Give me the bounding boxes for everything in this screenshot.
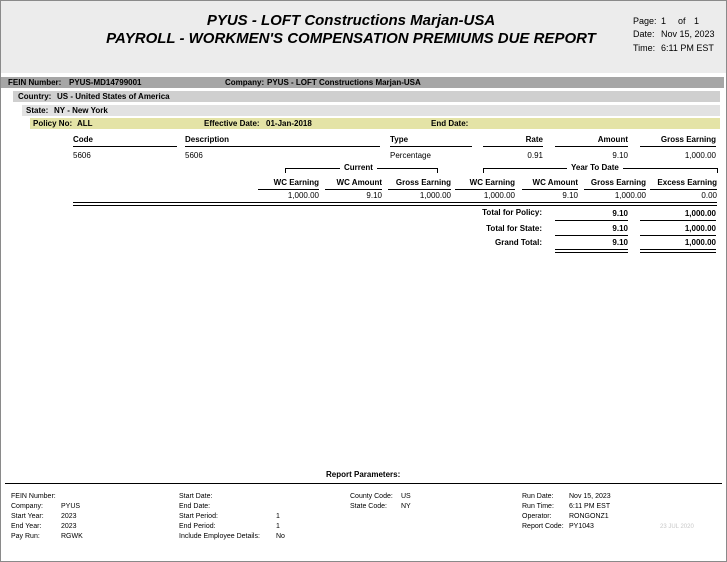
param-end-period-value: 1 xyxy=(276,523,280,530)
param-county-value: US xyxy=(401,493,411,500)
row-rate: 0.91 xyxy=(527,151,543,160)
param-pay-run-value: RGWK xyxy=(61,533,83,540)
state-value: NY - New York xyxy=(54,106,108,115)
grand-total-amount: 9.10 xyxy=(612,238,628,247)
total-policy-gross-line xyxy=(640,220,716,221)
row-description: 5606 xyxy=(185,151,203,160)
sub-underline-5 xyxy=(522,189,578,190)
val-ytd-gross-earning: 1,000.00 xyxy=(614,191,646,200)
watermark-date: 23 JUL 2020 xyxy=(660,524,694,530)
sub-col-wc-amount: WC Amount xyxy=(336,178,382,187)
page-of: of xyxy=(678,16,686,26)
section-divider xyxy=(73,202,717,206)
grand-total-gross-line xyxy=(640,249,716,253)
row-gross-earning: 1,000.00 xyxy=(684,151,716,160)
col-amount: Amount xyxy=(597,135,628,144)
param-incl-emp-label: Include Employee Details: xyxy=(179,533,260,540)
state-band xyxy=(22,105,720,116)
row-amount: 9.10 xyxy=(612,151,628,160)
param-operator-value: RONGONZ1 xyxy=(569,513,609,520)
row-code: 5606 xyxy=(73,151,91,160)
param-start-date-label: Start Date: xyxy=(179,493,213,500)
total-policy-label: Total for Policy: xyxy=(482,208,542,217)
params-divider xyxy=(5,483,722,484)
page-label: Page: xyxy=(633,16,657,26)
page-number: 1 xyxy=(661,16,667,26)
total-state-gross: 1,000.00 xyxy=(684,224,716,233)
total-state-gross-line xyxy=(640,235,716,236)
param-run-time-label: Run Time: xyxy=(522,503,554,510)
val-wc-earning: 1,000.00 xyxy=(287,191,319,200)
fein-band xyxy=(1,77,724,88)
row-type: Percentage xyxy=(390,151,431,160)
effective-date-value: 01-Jan-2018 xyxy=(266,119,312,128)
state-label: State: xyxy=(26,106,49,115)
param-report-code-value: PY1043 xyxy=(569,523,594,530)
report-header xyxy=(1,1,726,73)
param-incl-emp-value: No xyxy=(276,533,285,540)
total-policy-gross: 1,000.00 xyxy=(684,209,716,218)
sub-underline-1 xyxy=(258,189,319,190)
policy-label: Policy No: xyxy=(33,119,73,128)
param-company-value: PYUS xyxy=(61,503,81,510)
param-county-label: County Code: xyxy=(350,493,393,500)
param-end-date-label: End Date: xyxy=(179,503,211,510)
sub-col-ytd-wc-earning: WC Earning xyxy=(469,178,515,187)
sub-underline-7 xyxy=(650,189,717,190)
fein-value: PYUS-MD14799001 xyxy=(69,78,142,87)
date-label: Date: xyxy=(633,29,655,39)
param-start-period-label: Start Period: xyxy=(179,513,218,520)
param-run-time-value: 6:11 PM EST xyxy=(569,503,611,510)
param-pay-run-label: Pay Run: xyxy=(11,533,40,540)
param-report-code-label: Report Code: xyxy=(522,523,564,530)
param-state-code-label: State Code: xyxy=(350,503,387,510)
report-parameters-title: Report Parameters: xyxy=(326,470,401,479)
country-value: US - United States of America xyxy=(57,92,170,101)
total-state-label: Total for State: xyxy=(486,224,542,233)
grand-total-amount-line xyxy=(555,249,628,253)
param-end-year-value: 2023 xyxy=(61,523,77,530)
effective-date-label: Effective Date: xyxy=(204,119,260,128)
col-description: Description xyxy=(185,135,230,144)
underline-code xyxy=(73,146,177,147)
underline-type xyxy=(390,146,472,147)
time-value: 6:11 PM EST xyxy=(661,43,714,53)
param-start-year-value: 2023 xyxy=(61,513,77,520)
param-run-date-value: Nov 15, 2023 xyxy=(569,493,611,500)
param-company-label: Company: xyxy=(11,503,43,510)
val-gross-earning: 1,000.00 xyxy=(419,191,451,200)
underline-description xyxy=(185,146,380,147)
param-run-date-label: Run Date: xyxy=(522,493,554,500)
col-rate: Rate xyxy=(525,135,543,144)
param-state-code-value: NY xyxy=(401,503,411,510)
param-start-period-value: 1 xyxy=(276,513,280,520)
col-type: Type xyxy=(390,135,409,144)
page-total: 1 xyxy=(694,16,700,26)
end-date-label: End Date: xyxy=(431,119,469,128)
group-ytd: Year To Date xyxy=(567,163,623,173)
sub-col-excess-earning: Excess Earning xyxy=(657,178,717,187)
param-operator-label: Operator: xyxy=(522,513,552,520)
val-excess-earning: 0.00 xyxy=(701,191,717,200)
country-label: Country: xyxy=(18,92,52,101)
grand-total-gross: 1,000.00 xyxy=(684,238,716,247)
sub-col-ytd-gross-earning: Gross Earning xyxy=(590,178,646,187)
sub-underline-6 xyxy=(584,189,646,190)
val-ytd-wc-earning: 1,000.00 xyxy=(483,191,515,200)
report-subtitle: PAYROLL - WORKMEN'S COMPENSATION PREMIUMS DUE REPORT xyxy=(106,30,596,47)
sub-underline-2 xyxy=(325,189,382,190)
underline-amount xyxy=(555,146,628,147)
col-code: Code xyxy=(73,135,93,144)
val-ytd-wc-amount: 9.10 xyxy=(562,191,578,200)
sub-underline-3 xyxy=(388,189,451,190)
sub-col-ytd-wc-amount: WC Amount xyxy=(532,178,578,187)
group-current: Current xyxy=(340,163,377,173)
company-value: PYUS - LOFT Constructions Marjan-USA xyxy=(267,78,421,87)
underline-gross xyxy=(640,146,716,147)
param-end-period-label: End Period: xyxy=(179,523,216,530)
param-fein-label: FEIN Number: xyxy=(11,493,56,500)
country-band xyxy=(13,91,720,102)
policy-band xyxy=(30,118,720,129)
sub-col-gross-earning: Gross Earning xyxy=(395,178,451,187)
report-title: PYUS - LOFT Constructions Marjan-USA xyxy=(206,12,496,29)
company-label: Company: xyxy=(225,78,265,87)
date-value: Nov 15, 2023 xyxy=(661,29,715,39)
param-start-year-label: Start Year: xyxy=(11,513,44,520)
time-label: Time: xyxy=(633,43,656,53)
policy-value: ALL xyxy=(77,119,93,128)
total-state-amount-line xyxy=(555,235,628,236)
col-gross-earning: Gross Earning xyxy=(660,135,716,144)
sub-underline-4 xyxy=(455,189,515,190)
sub-col-wc-earning: WC Earning xyxy=(273,178,319,187)
val-wc-amount: 9.10 xyxy=(366,191,382,200)
total-policy-amount-line xyxy=(555,220,628,221)
underline-rate xyxy=(483,146,543,147)
param-end-year-label: End Year: xyxy=(11,523,42,530)
grand-total-label: Grand Total: xyxy=(495,238,542,247)
fein-label: FEIN Number: xyxy=(8,78,62,87)
total-policy-amount: 9.10 xyxy=(612,209,628,218)
total-state-amount: 9.10 xyxy=(612,224,628,233)
